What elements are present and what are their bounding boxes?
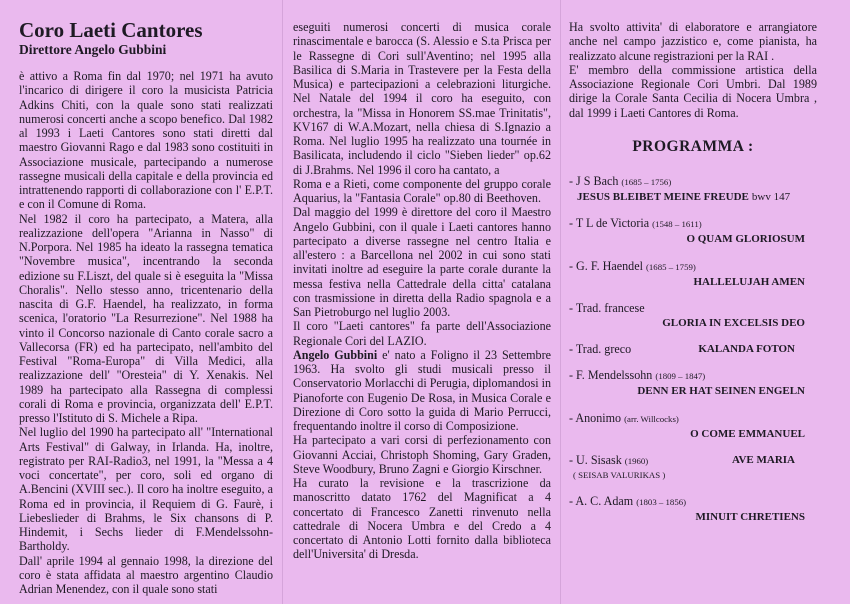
column-left [19, 18, 273, 596]
history-paragraph: Roma e a Rieti, come componente del gruppo corale Aquarius, la "Fantasia Corale" op.80 di Beethoven. [293, 176, 551, 205]
composer-dates: (1685 – 1756) [621, 177, 672, 187]
bio-paragraph: Ha partecipato a vari corsi di perfezionamento con Giovanni Acciai, Christoph Shoming, Gary Graden, Steve Woodbury, Bruno Zagni e Giorgio Kirschner. [293, 433, 551, 476]
program-item [569, 216, 817, 246]
composer: - U. Sisask [569, 452, 622, 467]
column-middle [293, 20, 551, 562]
director-subtitle: Direttore Angelo Gubbini [19, 42, 167, 57]
composer: - J S Bach [569, 174, 619, 188]
composer-dates: (1960) [624, 455, 649, 466]
piece-title: GLORIA IN EXCELSIS DEO [662, 316, 805, 329]
composer: - A. C. Adam [569, 494, 634, 508]
history-paragraph: è attivo a Roma fin dal 1970; nel 1971 ha avuto l'incarico di dirigere il coro la musicista Patricia Adkins Chiti, con la quale sono stati realizzati numerosi concerti anche a scopo benefico. Dal 1982 al 1993 i Laeti Cantores sono stati diretti dal maestro Giovanni Rago e dal 1983 sono costituiti in Associazione musicale, partecipando a numerose rassegne musicali della capitale e della provincia ed intrattenendo rapporti di collaborazione con l' E.P.T. e con il Comune di Roma. [19, 69, 273, 212]
history-paragraph: Dall' aprile 1994 al gennaio 1998, la direzione del coro è stata affidata al maestro argentino Claudio Adrian Menendez, con il quale sono stati [19, 553, 273, 596]
program-item [569, 301, 817, 330]
bio-paragraph: Ha svolto attivita' di elaboratore e arrangiatore anche nel campo jazzistico e, come pianista, ha realizzato alcune registrazioni per la RAI . [569, 20, 817, 63]
composer: - Anonimo [569, 410, 622, 425]
bio-text: e' nato a Foligno il 23 Settembre 1963. Ha svolto gli studi musicali presso il Conservatorio Morlacchi di Perugia, diplomandosi in Pianoforte con Eugenio De Rosa, in Musica Corale e Direzione di Coro sotto la guida di Mario Perrucci, frequentando inoltre il corso di Composizione. [293, 347, 551, 433]
program-item [569, 453, 817, 482]
history-paragraph: Il coro "Laeti cantores" fa parte dell'Associazione Regionale Cori del LAZIO. [293, 319, 551, 348]
program-item [569, 259, 817, 289]
programma-title: PROGRAMMA : [632, 137, 754, 155]
program-item [569, 174, 817, 204]
history-paragraph: Dal maggio del 1999 è direttore del coro il Maestro Angelo Gubbini, con il quale i Laeti cantores hanno partecipato a diverse rassegne nel centro Italia e all'estero : a Barcellona nel 2002 in cui sono stati invitati inoltre ad eseguire la parte corale durante la messa festiva nella Cattedrale della citta' catalana con trasmissione in diretta della Radio spagnola e a San Pietroburgo nel luglio 2003. [293, 205, 551, 319]
fold-line-left [282, 0, 283, 604]
composer-dates: (1803 – 1856) [636, 497, 687, 507]
composer: - G. F. Haendel [569, 258, 643, 273]
bio-paragraph [293, 348, 551, 434]
history-paragraph: Nel 1982 il coro ha partecipato, a Matera, alla realizzazione dell'opera "Arianna in Nasso" di N.Porpora. Nel 1985 ha ideato la rassegna tematica "Novembre musica", incentrando la seconda edizione su F.Liszt, del quale si è eseguita la "Missa Choralis". Nello stesso anno, tricentenario della nascita di G.F. Haendel, ha realizzato, in forma scenica, l'oratorio "La Resurrezione". Nel 1988 ha vinto il Concorso nazionale di Canto corale sacro a Vallecorsa (FR) ed ha partecipato, nell'ambito del Festival "Roma-Europa" di Villa Medici, alla realizzazione dell' "Oresteia" di Y. Xenakis. Nel 1989 ha partecipato alla Rassegna di complessi corali di Roma e provincia, organizzata dell' E.P.T. presso l'Istituto di S. Michele a Ripa. [19, 211, 273, 425]
composer-dates: (1548 – 1611) [652, 219, 702, 230]
column-right [569, 20, 817, 536]
composer-dates: (1809 – 1847) [655, 371, 706, 382]
bio-name: Angelo Gubbini [293, 347, 378, 362]
piece-subtitle: ( SEISAB VALURIKAS ) [573, 469, 666, 480]
program-item [569, 494, 817, 524]
piece-title: DENN ER HAT SEINEN ENGELN [637, 385, 805, 398]
composer-dates: (arr. Willcocks) [624, 413, 679, 424]
program-item [569, 342, 817, 356]
piece-catalog: bwv 147 [751, 191, 791, 203]
piece-title: O COME EMMANUEL [690, 427, 805, 440]
bio-paragraph: E' membro della commissione artistica della Associazione Regionale Cori Umbri. Dal 1989 dirige la Corale Santa Cecilia di Nocera Umbra , dal 1999 i Laeti Cantores di Roma. [569, 62, 817, 120]
piece-title: JESUS BLEIBET MEINE FREUDE [577, 191, 749, 203]
composer-dates: (1685 – 1759) [645, 261, 696, 272]
piece-title: HALLELUJAH AMEN [693, 275, 805, 288]
fold-line-right [560, 0, 561, 604]
piece-title: MINUIT CHRETIENS [695, 511, 805, 523]
piece-title: KALANDA FOTON [698, 343, 795, 355]
bio-paragraph: Ha curato la revisione e la trascrizione da manoscritto datato 1762 del Magnificat a 4 concertato di Francesco Zanetti rinvenuto nella cattedrale di Nocera Umbra e del Credo a 4 concertato di Antonio Lotti fornito dalla biblioteca dell'Universita' di Dresda. [293, 476, 551, 562]
choir-title: Coro Laeti Cantores [19, 18, 203, 42]
program-item [569, 368, 817, 398]
history-paragraph: eseguiti numerosi concerti di musica corale rinascimentale e barocca (S. Alessio e S.ta Prisca per le Rassegne di Cori sull'Aventino; nel 1995 alla Basilica di S.Maria in Trastevere per la Festa della Musica) e partecipazioni a celebrazioni liturgiche. Nel Natale del 1994 il coro ha eseguito, con orchestra, la "Missa in Honorem SS.mae Trinitatis", KV167 di W.A.Mozart, nella chiesa di S.Ignazio a Roma. Nel luglio 1995 ha realizzato una tournée in Basilicata, includendo il ciclo "Sieben lieder" op.62 di J.Brahms. Nel 1996 il coro ha cantato, a [293, 20, 551, 177]
piece-title: AVE MARIA [731, 453, 795, 466]
program-item [569, 411, 817, 441]
composer: - F. Mendelssohn [569, 368, 653, 383]
composer: - Trad. francese [569, 300, 645, 315]
piece-title: O QUAM GLORIOSUM [686, 233, 805, 246]
history-paragraph: Nel luglio del 1990 ha partecipato all' "International Arts Festival" di Galway, in Irlanda. Ha, inoltre, registrato per RAI-Radio3, nel 1991, la "Messa a 4 voci concertate", per coro, soli ed organo di A.Bencini (XVIII sec.). Il coro ha inoltre eseguito, a Roma ed in provincia, il Requiem di G. Faurè, i Liebeslieder di Brahms, le Six chansons di P. Hindemit, i Sechs lieder di F.Mendelssohn-Bartholdy. [19, 425, 273, 554]
composer: - T L de Victoria [569, 216, 650, 231]
composer: - Trad. greco [569, 342, 632, 356]
